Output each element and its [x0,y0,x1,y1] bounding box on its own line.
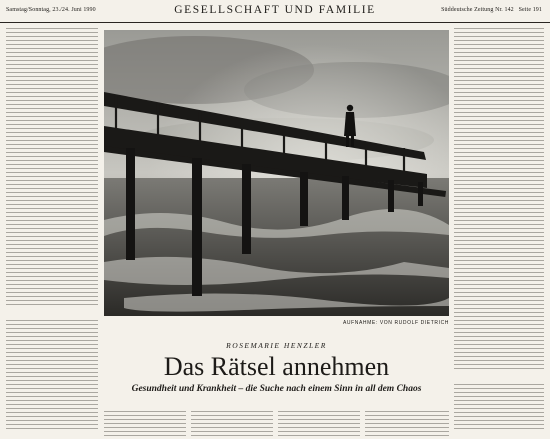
masthead-date: Samstag/Sonntag, 23./24. Juni 1990 [6,7,96,13]
article-text-column-right-lower [454,384,544,432]
page-number: Seite 191 [518,7,542,13]
section-title: GESELLSCHAFT UND FAMILIE [174,4,376,16]
paper-name: Süddeutsche Zeitung Nr. 142 [441,7,514,13]
article-text-column-right [454,28,544,370]
article-text-column-left [6,28,98,308]
article-author: ROSEMARIE HENZLER [226,341,327,350]
article-text-column-left-lower [6,320,98,432]
article-photo [104,30,449,316]
article-text-column-bottom-4 [365,411,449,437]
masthead-paper-info [441,7,542,13]
article-headline: Das Rätsel annehmen [163,352,390,381]
article-text-column-bottom-1 [104,411,186,437]
masthead [0,0,550,23]
article-subheadline: Gesundheit und Krankheit – die Suche nach einem Sinn in all dem Chaos [131,384,422,394]
photo-credit: AUFNAHME: VON RUDOLF DIETRICH [342,320,449,326]
article-text-column-bottom-3 [278,411,360,437]
article-text-column-bottom-2 [191,411,273,437]
